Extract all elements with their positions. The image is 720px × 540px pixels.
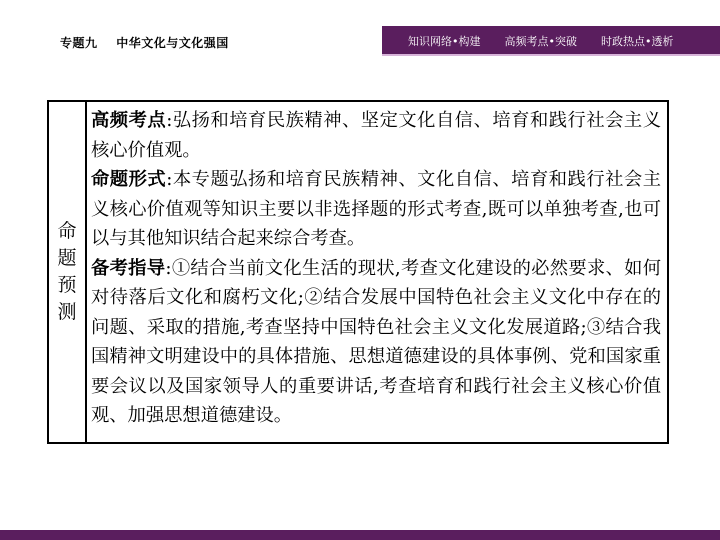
section-text: :①结合当前文化生活的现状,考查文化建设的必然要求、如何对待落后文化和腐朽文化;②结合发展中国特色社会主义文化中存在的问题、采取的措施,考查坚持中国特色社会主义文化发展道路;③结合我国精神文明建设中的具体措施、思想道德建设的具体事例、党和国家重要会议以及国家领导人的重要讲话,考查培育和践行社会主义核心价值观、加强思想道德建设。 xyxy=(91,257,661,426)
section-text: :弘扬和培育民族精神、坚定文化自信、培育和践行社会主义核心价值观。 xyxy=(91,110,661,161)
top-nav xyxy=(382,26,720,56)
side-label-char: 测 xyxy=(57,301,77,323)
side-label-char: 预 xyxy=(57,274,77,296)
section-term: 备考指导 xyxy=(91,257,166,279)
nav-current-affairs[interactable]: 时政热点•透析 xyxy=(601,35,674,48)
section-study-guide xyxy=(91,254,661,431)
prediction-table xyxy=(47,100,669,444)
footer-bar xyxy=(0,530,720,540)
side-label-char: 命 xyxy=(57,220,77,242)
page-title: 专题九 中华文化与文化强国 xyxy=(60,36,229,50)
section-term: 高频考点 xyxy=(91,110,167,131)
side-label-char: 题 xyxy=(57,247,77,269)
nav-knowledge-network[interactable]: 知识网络•构建 xyxy=(408,35,481,48)
nav-frequent-points[interactable]: 高频考点•突破 xyxy=(504,35,577,48)
nav-accent-line xyxy=(382,54,720,56)
section-term: 命题形式 xyxy=(91,169,167,190)
section-frequent-points xyxy=(91,106,661,165)
section-question-form xyxy=(91,165,661,254)
section-text: :本专题弘扬和培育民族精神、文化自信、培育和践行社会主义核心价值观等知识主要以非选择题的形式考查,既可以单独考查,也可以与其他知识结合起来综合考查。 xyxy=(91,169,661,249)
table-content xyxy=(87,102,667,442)
side-label xyxy=(49,102,87,442)
